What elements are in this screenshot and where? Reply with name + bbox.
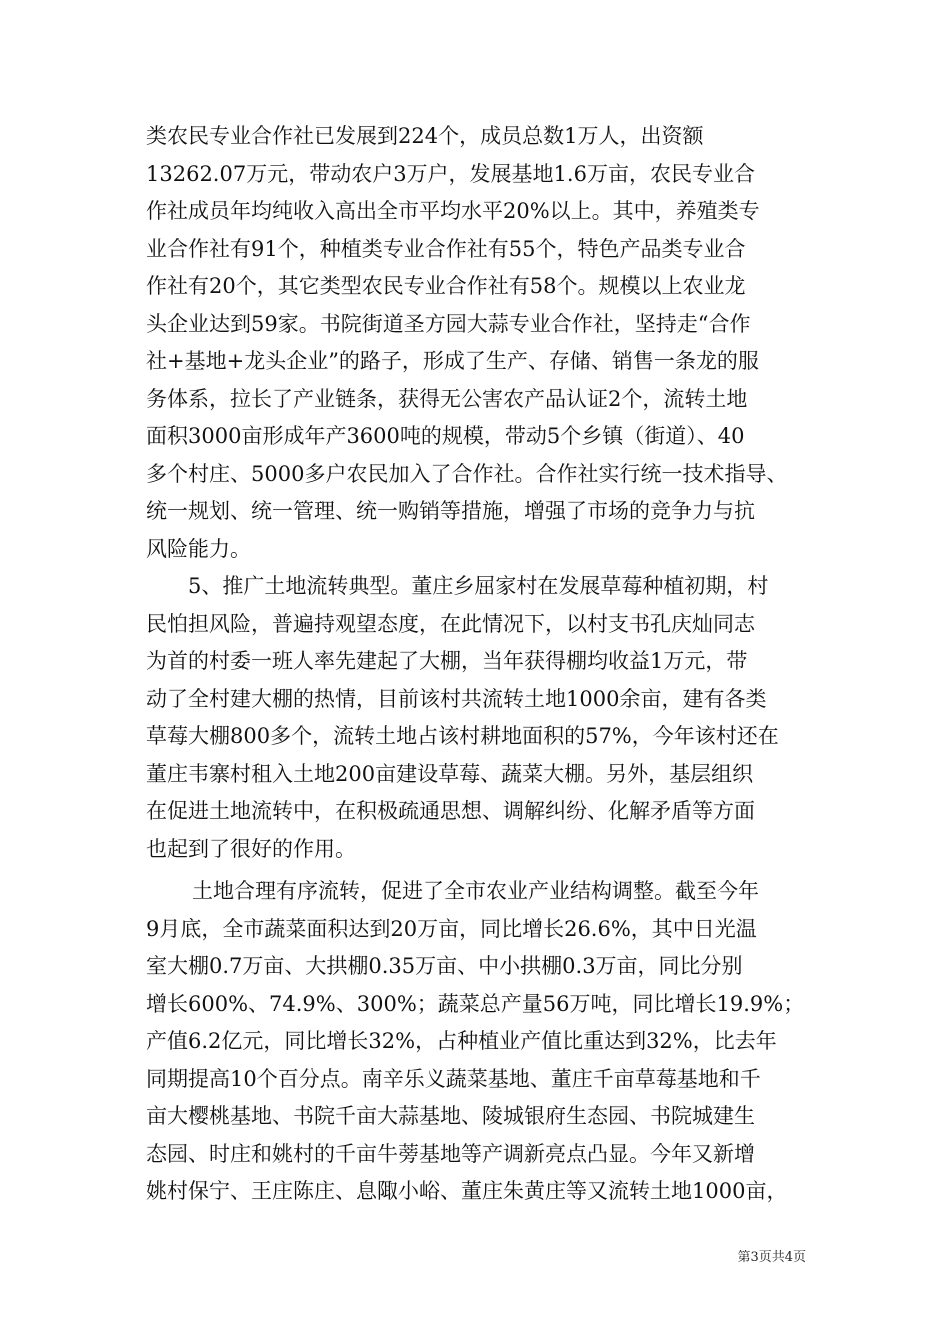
document-body: [146, 118, 812, 1211]
paragraph-structure-adjustment: 土地合理有序流转，促进了全市农业产业结构调整。截至今年 9月底，全市蔬菜面积达到20万亩，同比增长26.6%，其中日光温 室大棚0.7万亩、大拱棚0.35万亩、中小拱棚0.3万亩，同比分别 增长600%、74.9%、300%；蔬菜总产量56万吨，同比增长19.9%； 产值6.2亿元，同比增长32%，占种植业产值比重达到32%，比去年 同期提高10个百分点。南辛乐义蔬菜基地、董庄千亩草莓基地和千 亩大樱桃基地、书院千亩大蒜基地、陵城银府生态园、书院城建生 态园、时庄和姚村的千亩牛蒡基地等产调新亮点凸显。今年又新增 姚村保宁、王庄陈庄、息陬小峪、董庄朱黄庄等又流转土地1000亩，: [146, 879, 805, 1203]
page-number-footer: 第3页共4页: [737, 1250, 806, 1265]
paragraph-land-transfer-model: 5、推广土地流转典型。董庄乡屈家村在发展草莓种植初期，村 民怕担风险，普遍持观望态度，在此情况下，以村支书孔庆灿同志 为首的村委一班人率先建起了大棚，当年获得棚均收益1万元，带 动了全村建大棚的热情，目前该村共流转土地1000余亩，建有各类 草莓大棚800多个，流转土地占该村耕地面积的57%，今年该村还在 董庄韦寨村租入土地200亩建设草莓、蔬菜大棚。另外，基层组织 在促进土地流转中，在积极疏通思想、调解纠纷、化解矛盾等方面 也起到了很好的作用。: [146, 574, 779, 861]
paragraph-cooperatives: 类农民专业合作社已发展到224个，成员总数1万人，出资额 13262.07万元，带动农户3万户，发展基地1.6万亩，农民专业合 作社成员年均纯收入高出全市平均水平20%以上。其中，养殖类专 业合作社有91个，种植类专业合作社有55个，特色产品类专业合 作社有20个，其它类型农民专业合作社有58个。规模以上农业龙 头企业达到59家。书院街道圣方园大蒜专业合作社，坚持走“合作 社+基地+龙头企业”的路子，形成了生产、存储、销售一条龙的服 务体系，拉长了产业链条，获得无公害农产品认证2个，流转土地 面积3000亩形成年产3600吨的规模，带动5个乡镇（街道）、40 多个村庄、5000多户农民加入了合作社。合作社实行统一技术指导、 统一规划、统一管理、统一购销等措施，增强了市场的竞争力与抗 风险能力。: [146, 124, 788, 561]
